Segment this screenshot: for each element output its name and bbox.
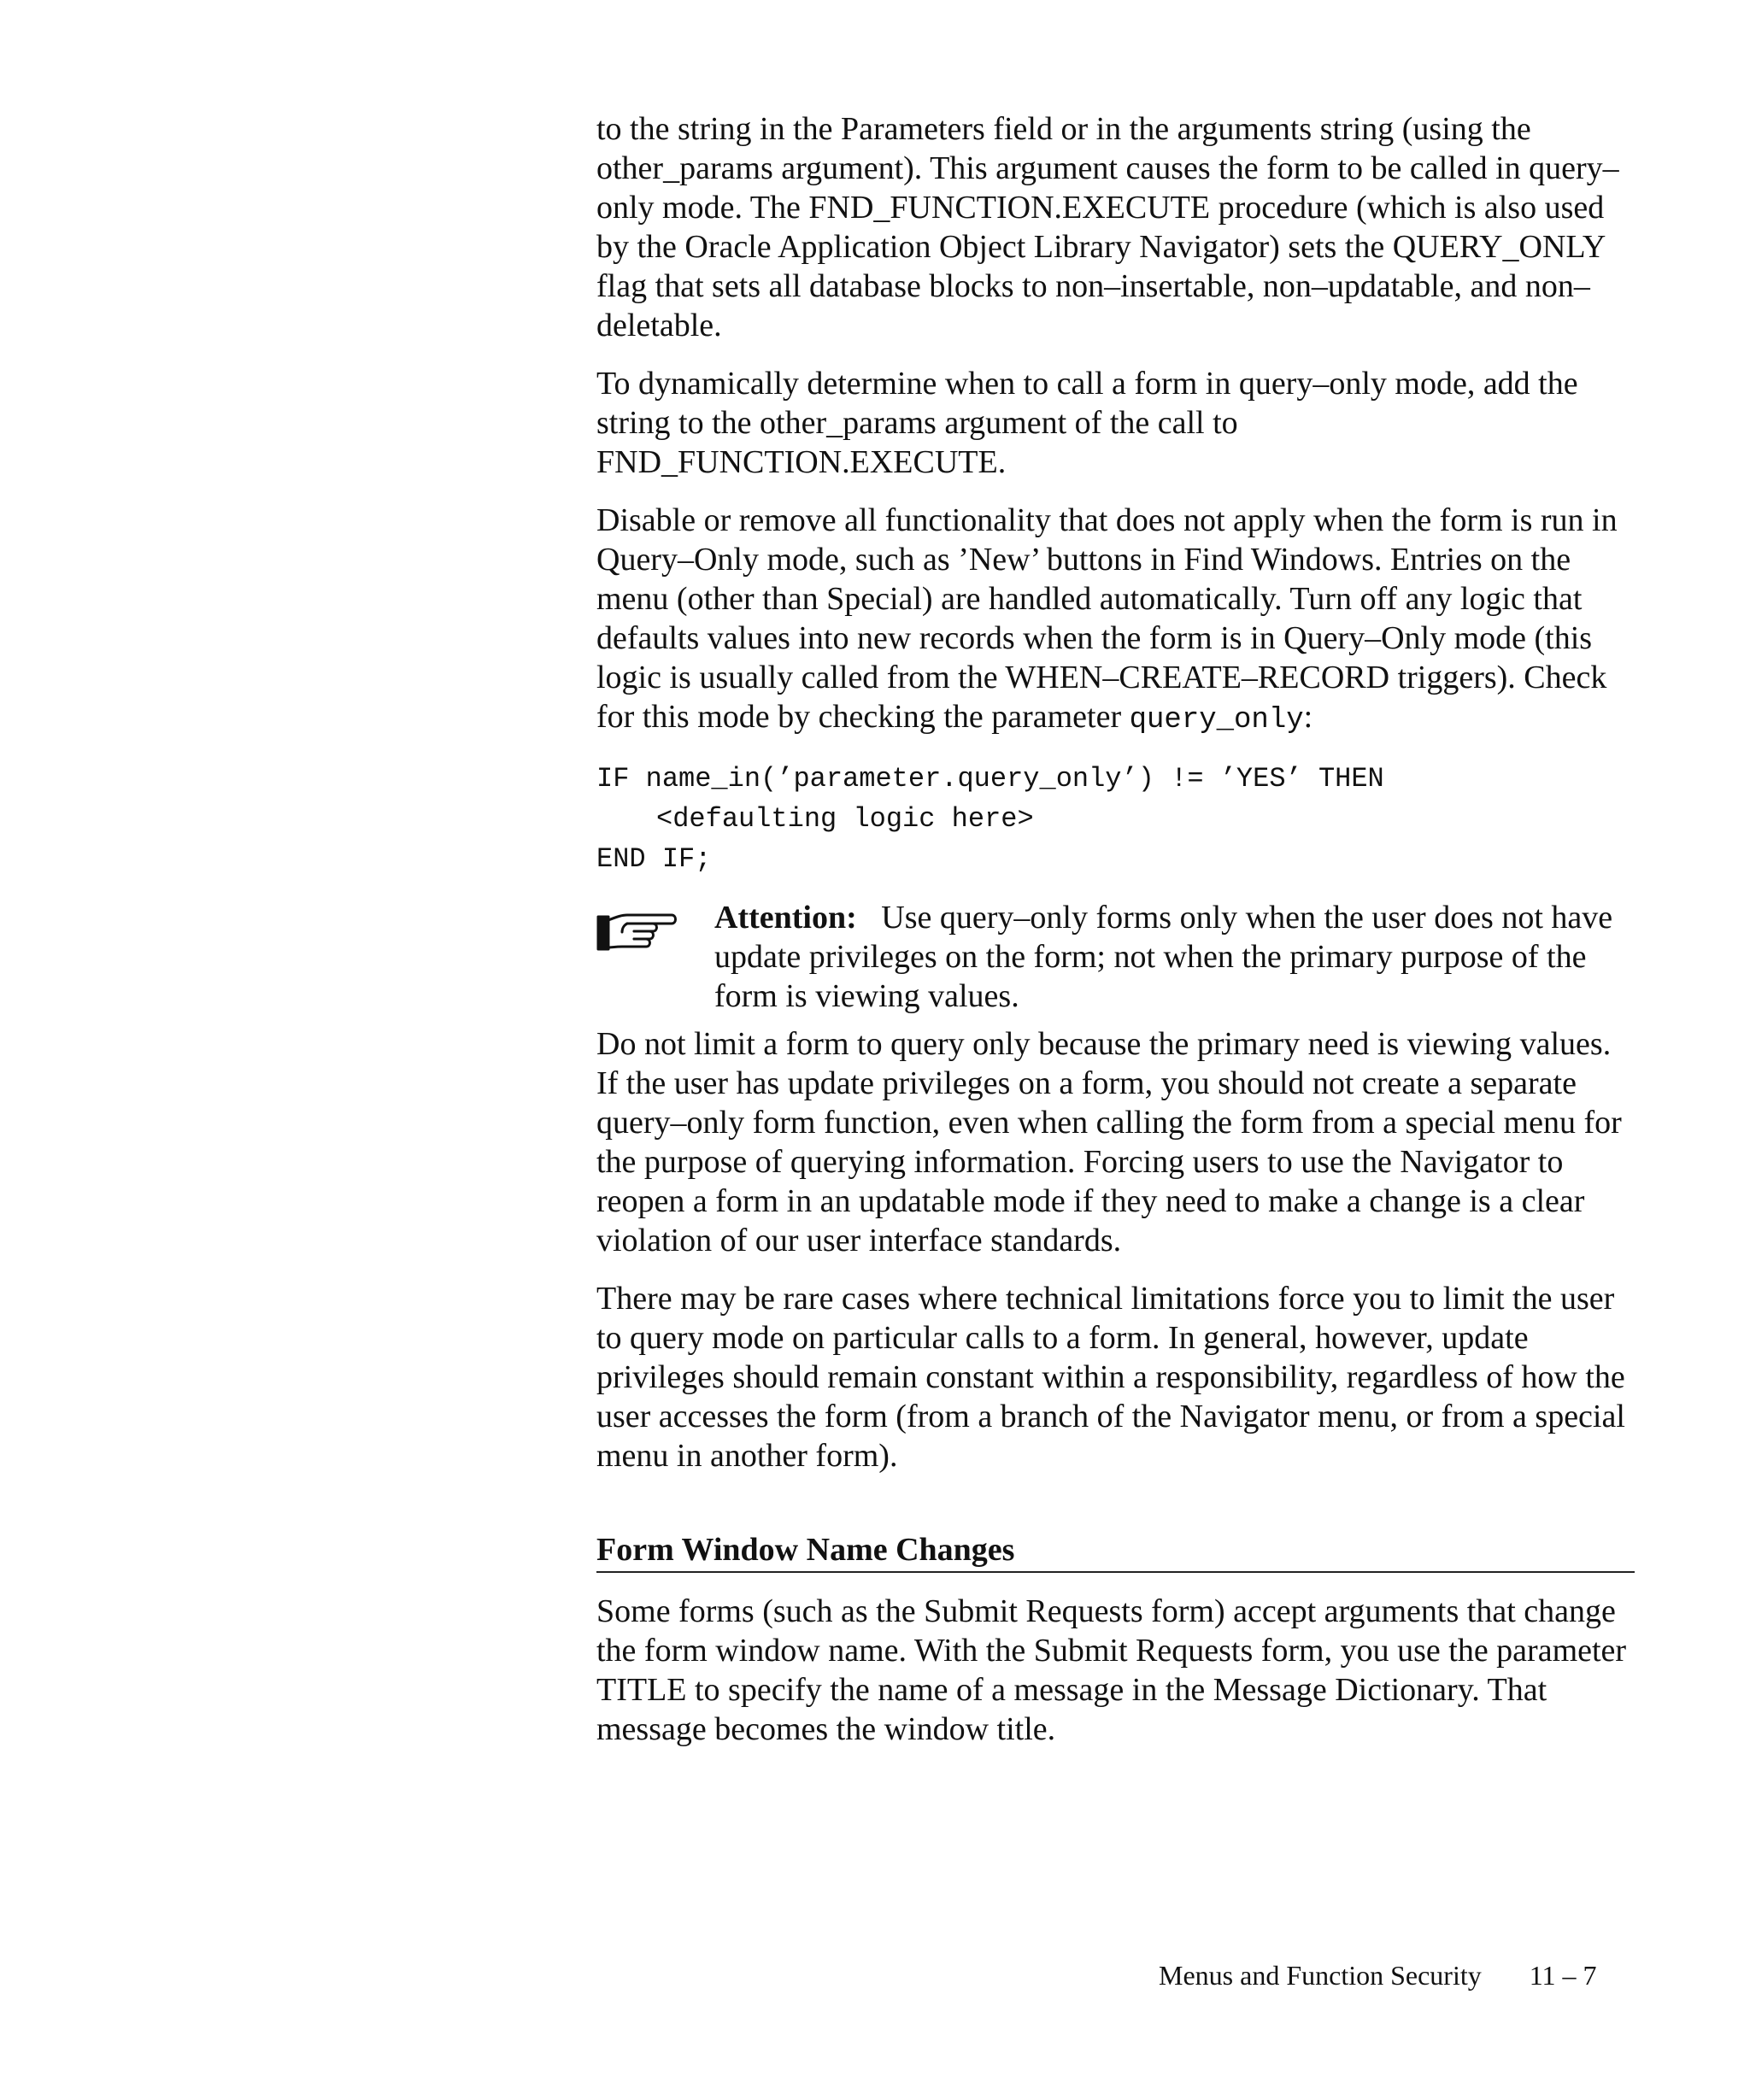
footer-page-number: 11 – 7 [1529, 1960, 1597, 1991]
attention-text-block [714, 898, 1635, 1016]
attention-label: Attention: [714, 900, 857, 936]
attention-note [596, 898, 1635, 1018]
footer-chapter-title: Menus and Function Security [1159, 1960, 1482, 1991]
paragraph-disable-text: Disable or remove all functionality that does not apply when the form is run in Query–Only mode, such as ’New’ buttons in Find Windows. Entries on the menu (other than Special) are handled automatically. Turn off any logic that defaults values into new records when the form is in Query–Only mode (this logic is usually called from the WHEN–CREATE–RECORD triggers). Check for this mode by checking the parameter [596, 502, 1618, 735]
paragraph-disable-end: : [1303, 699, 1313, 735]
paragraph-parameters: to the string in the Parameters field or in the arguments string (using the other_params argument). This argument causes the form to be called in query–only mode. The FND_FUNCTION.EXECUTE procedure (which is also used by the Oracle Application Object Library Navigator) sets the QUERY_ONLY flag that sets all database blocks to non–insertable, non–updatable, and non–deletable. [596, 111, 1619, 343]
code-line-1: IF name_in(’parameter.query_only’) != ’YES’ THEN [596, 763, 1384, 795]
paragraph-rare-cases: There may be rare cases where technical limitations force you to limit the user to query mode on particular calls to a form. In general, however, update privileges should remain constant within a responsibility, regardless of how the user accesses the form (from a branch of the Navigator menu, or from a special menu in another form). [596, 1281, 1625, 1474]
paragraph-window-name: Some forms (such as the Submit Requests form) accept arguments that change the form window name. With the Submit Requests form, you use the parameter TITLE to specify the name of a message in the Message Dictionary. That message becomes the window title. [596, 1593, 1627, 1747]
paragraph-dynamic-query: To dynamically determine when to call a form in query–only mode, add the string to the other_params argument of the call to FND_FUNCTION.EXECUTE. [596, 366, 1578, 480]
code-line-3: END IF; [596, 843, 712, 875]
pointing-hand-icon [596, 908, 678, 956]
code-line-2: <defaulting logic here> [656, 803, 1034, 835]
inline-code-query-only: query_only [1129, 704, 1304, 736]
attention-body: Use query–only forms only when the user does not have update privileges on the form; not when the primary purpose of the form is viewing values. [714, 900, 1621, 1014]
page-footer [1159, 1958, 1597, 1992]
paragraph-do-not-limit: Do not limit a form to query only because the primary need is viewing values. If the user has update privileges on a form, you should not create a separate query–only form function, even when calling the form from a special menu for the purpose of querying information. Forcing users to use the Navigator to reopen a form in an updatable mode if they need to make a change is a clear violation of our user interface standards. [596, 1026, 1622, 1258]
code-block [596, 759, 1635, 879]
paragraph-disable-functionality [596, 501, 1635, 740]
section-heading-window-name: Form Window Name Changes [596, 1530, 1635, 1573]
main-content [596, 109, 1635, 1749]
